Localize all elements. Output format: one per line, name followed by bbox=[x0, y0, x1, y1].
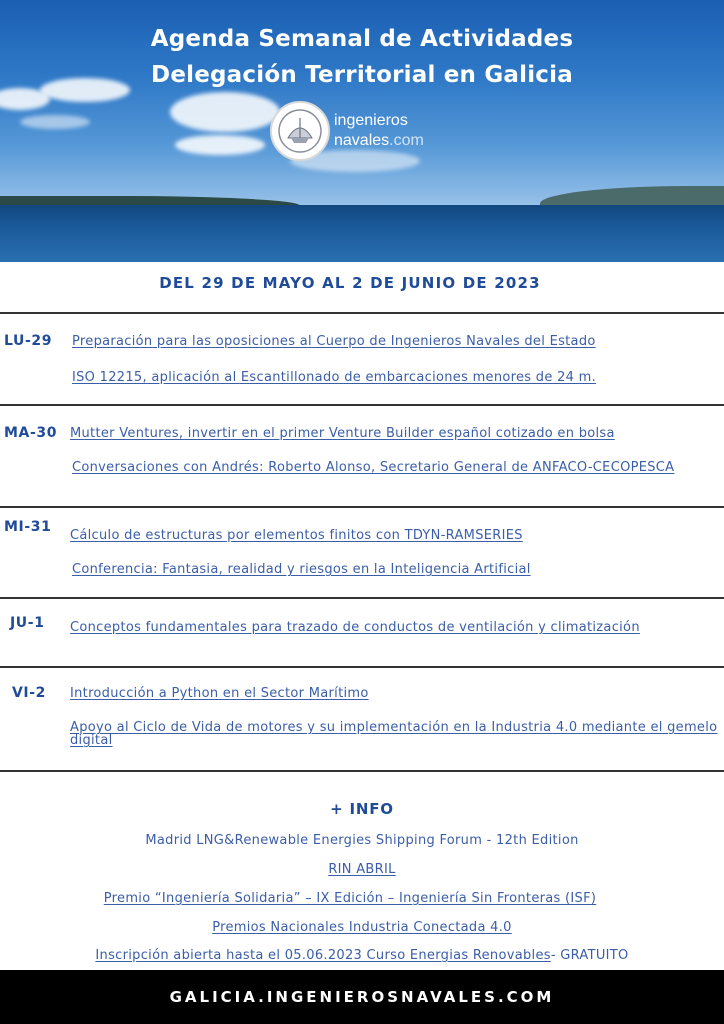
info-title: + INFO bbox=[330, 800, 394, 818]
divider bbox=[0, 597, 724, 599]
date-range: DEL 29 DE MAYO AL 2 DE JUNIO DE 2023 bbox=[159, 274, 541, 292]
activity-link[interactable]: Conferencia: Fantasia, realidad y riesgos en la Inteligencia Artificial bbox=[72, 562, 531, 577]
page-title-line2: Delegación Territorial en Galicia bbox=[151, 62, 573, 88]
day-label-monday: LU-29 bbox=[4, 333, 53, 349]
activity-link[interactable]: ISO 12215, aplicación al Escantillonado de embarcaciones menores de 24 m. bbox=[72, 370, 597, 385]
header-banner bbox=[0, 0, 724, 262]
info-link-text[interactable]: Premio “Ingeniería Solidaria” – IX Edición – Ingeniería Sin Fronteras (ISF) bbox=[103, 891, 597, 906]
info-registration-link[interactable]: Inscripción abierta hasta el 05.06.2023 Curso Energias Renovables bbox=[95, 948, 551, 963]
info-link-text[interactable]: RIN ABRIL bbox=[328, 862, 396, 877]
info-link[interactable] bbox=[0, 891, 712, 906]
divider bbox=[0, 312, 724, 314]
activity-link[interactable]: Mutter Ventures, invertir en el primer Venture Builder español cotizado en bolsa bbox=[70, 426, 615, 441]
info-registration-suffix: - GRATUITO bbox=[550, 948, 629, 963]
info-link[interactable] bbox=[0, 920, 724, 935]
footer-website[interactable]: GALICIA.INGENIEROSNAVALES.COM bbox=[169, 988, 555, 1006]
activity-link[interactable]: Conceptos fundamentales para trazado de conductos de ventilación y climatización bbox=[70, 620, 640, 635]
info-link-text[interactable]: Premios Nacionales Industria Conectada 4.0 bbox=[212, 920, 512, 935]
info-line: Madrid LNG&Renewable Energies Shipping Forum - 12th Edition bbox=[145, 833, 579, 848]
activity-link[interactable]: Cálculo de estructuras por elementos finitos con TDYN-RAMSERIES bbox=[70, 528, 523, 543]
activity-link[interactable]: Conversaciones con Andrés: Roberto Alonso, Secretario General de ANFACO-CECOPESCA bbox=[72, 460, 675, 475]
logo-text-top: ingenieros bbox=[334, 112, 408, 129]
divider bbox=[0, 506, 724, 508]
page-title-line1: Agenda Semanal de Actividades bbox=[150, 26, 574, 52]
cloud bbox=[170, 92, 280, 132]
activity-link[interactable]: Introducción a Python en el Sector Marítimo bbox=[70, 686, 369, 701]
cloud bbox=[175, 135, 265, 155]
divider bbox=[0, 666, 724, 668]
footer-bar bbox=[0, 970, 724, 1024]
logo-text-navales: navales bbox=[334, 132, 390, 149]
activity-link[interactable]: Preparación para las oposiciones al Cuerpo de Ingenieros Navales del Estado bbox=[72, 334, 596, 349]
logo-text-dotcom: .com bbox=[389, 132, 424, 149]
activity-link[interactable]: Apoyo al Ciclo de Vida de motores y su implementación en la Industria 4.0 mediante el gemelo digital bbox=[70, 720, 718, 748]
sea bbox=[0, 205, 724, 262]
logo-emblem-icon bbox=[270, 101, 330, 161]
logo-text-bottom bbox=[334, 132, 424, 150]
day-label-friday: VI-2 bbox=[12, 685, 46, 701]
day-label-wednesday: MI-31 bbox=[4, 519, 52, 535]
cloud bbox=[20, 115, 90, 129]
day-label-tuesday: MA-30 bbox=[4, 425, 58, 441]
day-label-thursday: JU-1 bbox=[10, 615, 45, 631]
divider bbox=[0, 770, 724, 772]
divider bbox=[0, 404, 724, 406]
info-link[interactable] bbox=[0, 862, 724, 877]
info-registration-line bbox=[0, 948, 724, 963]
